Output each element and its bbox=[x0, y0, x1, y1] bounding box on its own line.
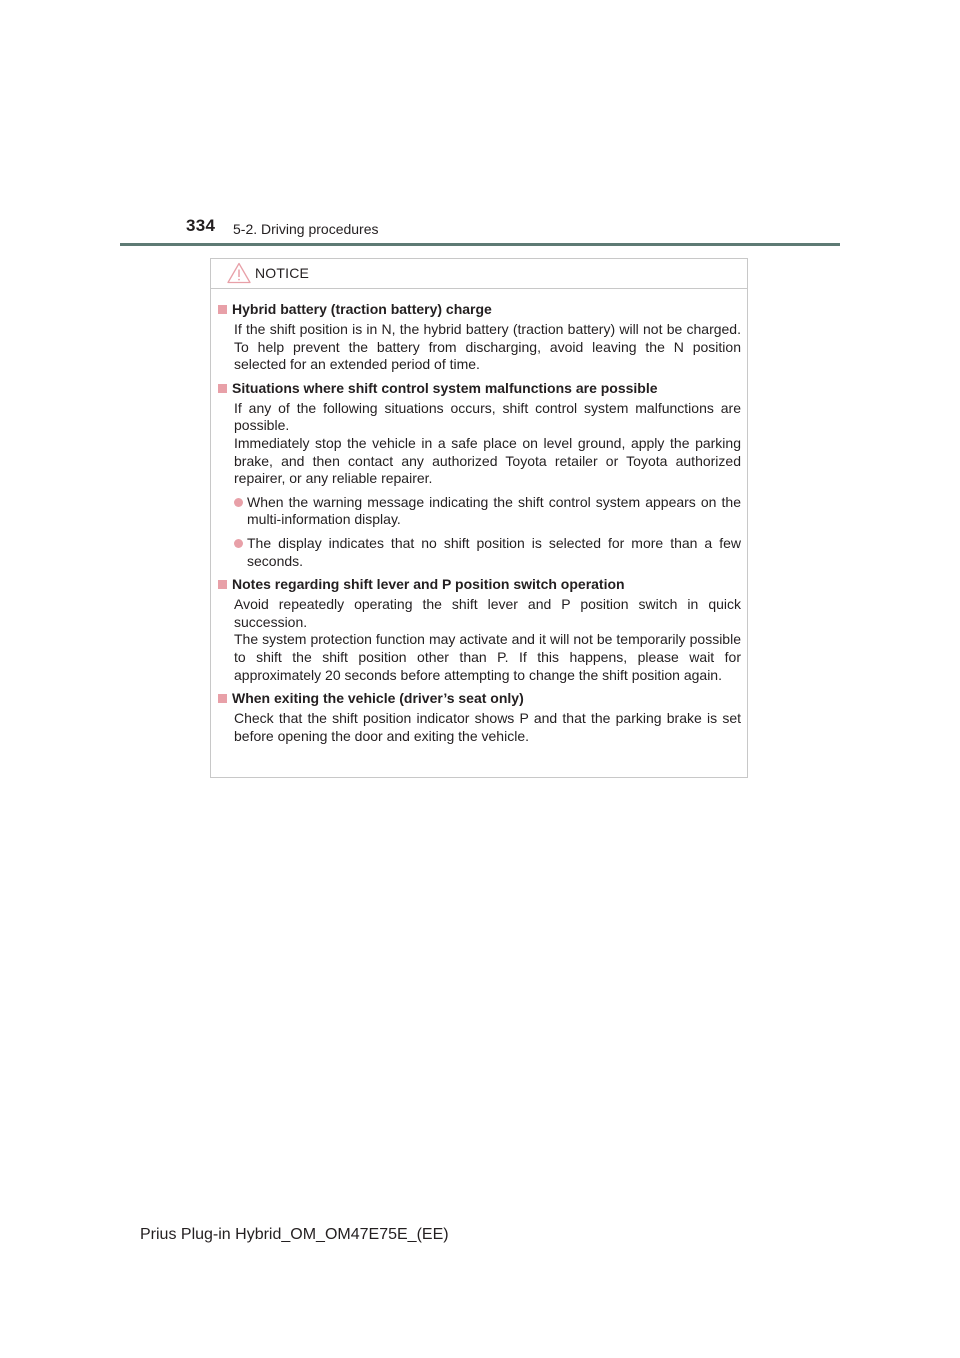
notice-item-exiting-vehicle bbox=[217, 690, 741, 745]
list-item: When the warning message indicating the shift control system appears on the multi-information display. bbox=[234, 494, 741, 529]
header-divider bbox=[120, 243, 840, 246]
list-item: The display indicates that no shift position is selected for more than a few seconds. bbox=[234, 535, 741, 570]
square-bullet-icon bbox=[218, 694, 227, 703]
notice-item-title: When exiting the vehicle (driver’s seat only) bbox=[217, 690, 741, 707]
notice-box bbox=[210, 258, 748, 778]
notice-paragraph: The system protection function may activate and it will not be temporarily possible to shift the shift position other than P. If this happens, please wait for approximately 20 seconds before attempting to change the shift position again. bbox=[234, 631, 741, 683]
page-number: 334 bbox=[186, 216, 216, 235]
warning-triangle-icon bbox=[227, 262, 251, 284]
circle-bullet-icon bbox=[234, 498, 243, 507]
notice-header bbox=[211, 259, 747, 289]
notice-paragraph: Avoid repeatedly operating the shift lever and P position switch in quick succession. bbox=[234, 596, 741, 630]
notice-item-battery-charge bbox=[217, 301, 741, 374]
notice-item-title: Notes regarding shift lever and P position switch operation bbox=[217, 576, 741, 593]
notice-item-shift-lever-notes bbox=[217, 576, 741, 684]
notice-label: NOTICE bbox=[255, 265, 310, 281]
section-title: 5-2. Driving procedures bbox=[233, 221, 379, 237]
square-bullet-icon bbox=[218, 384, 227, 393]
notice-item-title: Situations where shift control system malfunctions are possible bbox=[217, 380, 741, 397]
square-bullet-icon bbox=[218, 580, 227, 589]
notice-paragraph: Immediately stop the vehicle in a safe place on level ground, apply the parking brake, and then contact any authorized Toyota retailer or Toyota authorized repairer, or any reliable repairer. bbox=[234, 434, 741, 487]
notice-body bbox=[211, 289, 747, 745]
footer-document-id: Prius Plug-in Hybrid_OM_OM47E75E_(EE) bbox=[140, 1226, 449, 1243]
square-bullet-icon bbox=[218, 305, 227, 314]
notice-paragraph: Check that the shift position indicator shows P and that the parking brake is set before opening the door and exiting the vehicle. bbox=[234, 710, 741, 744]
notice-item-shift-malfunction bbox=[217, 380, 741, 570]
notice-item-title: Hybrid battery (traction battery) charge bbox=[217, 301, 741, 318]
notice-paragraph: If the shift position is in N, the hybrid battery (traction battery) will not be charged. To help prevent the battery from discharging, avoid leaving the N position selected for an extended period of time. bbox=[234, 321, 741, 373]
notice-paragraph: If any of the following situations occurs, shift control system malfunctions are possible. bbox=[234, 399, 741, 434]
circle-bullet-icon bbox=[234, 539, 243, 548]
